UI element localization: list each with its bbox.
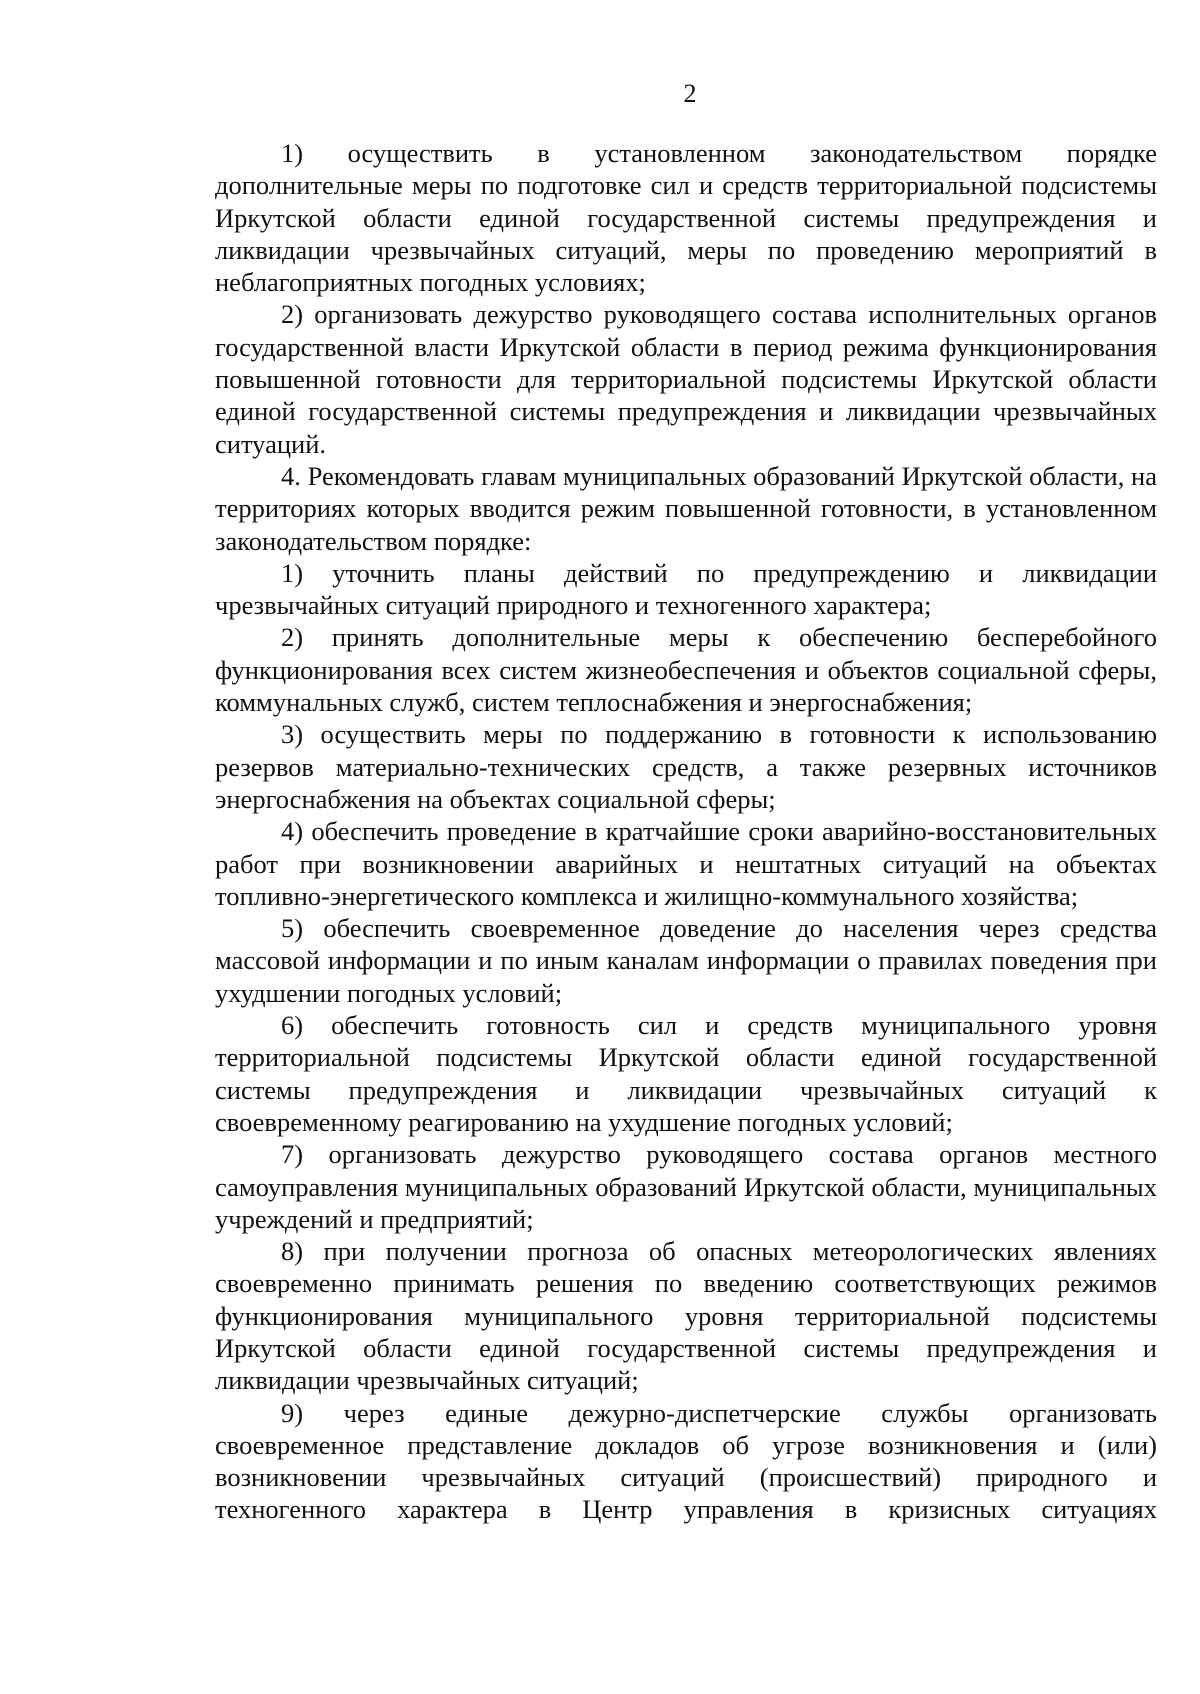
paragraph-subitem-7: 7) организовать дежурство руководящего состава органов местного самоуправления муниципальных образований Иркутской области, муниципальных учреждений и предприятий; — [215, 1139, 1157, 1234]
page-number: 2 — [683, 79, 697, 108]
paragraph-subitem-5: 5) обеспечить своевременное доведение до населения через средства массовой информации и по иным каналам информации о правилах поведения при ухудшении погодных условий; — [215, 913, 1157, 1008]
paragraph-point-4: 4. Рекомендовать главам муниципальных образований Иркутской области, на территориях которых вводится режим повышенной готовности, в установленном законодательством порядке: — [215, 460, 1157, 556]
document-body — [215, 137, 1157, 1526]
paragraph-subitem-1: 1) уточнить планы действий по предупреждению и ликвидации чрезвычайных ситуаций природного и техногенного характера; — [215, 557, 1157, 621]
paragraph-subitem-4: 4) обеспечить проведение в кратчайшие сроки аварийно-восстановительных работ при возникновении аварийных и нештатных ситуаций на объектах топливно-энергетического комплекса и жилищно-коммунального хозяйства; — [215, 816, 1157, 911]
paragraph-item-2: 2) организовать дежурство руководящего состава исполнительных органов государственной власти Иркутской области в период режима функционирования повышенной готовности для территориальной подсистемы Иркутской области единой государственной системы предупреждения и ликвидации чрезвычайных ситуаций. — [215, 299, 1157, 459]
paragraph-subitem-9: 9) через единые дежурно-диспетчерские службы организовать своевременное представление докладов об угрозе возникновения и (или) возникновении чрезвычайных ситуаций (происшествий) природного и техногенного характера в Центр управления в кризисных ситуациях — [215, 1397, 1157, 1525]
paragraph-item-1: 1) осуществить в установленном законодательством порядке дополнительные меры по подготовке сил и средств территориальной подсистемы Иркутской области единой государственной системы предупреждения и ликвидации чрезвычайных ситуаций, меры по проведению мероприятий в неблагоприятных погодных условиях; — [215, 138, 1157, 298]
paragraph-subitem-6: 6) обеспечить готовность сил и средств муниципального уровня территориальной подсистемы Иркутской области единой государственной системы предупреждения и ликвидации чрезвычайных ситуаций к своевременному реагированию на ухудшение погодных условий; — [215, 1010, 1157, 1137]
paragraph-subitem-3: 3) осуществить меры по поддержанию в готовности к использованию резервов материально-технических средств, а также резервных источников энергоснабжения на объектах социальной сферы; — [215, 719, 1157, 814]
paragraph-subitem-2: 2) принять дополнительные меры к обеспечению бесперебойного функционирования всех систем жизнеобеспечения и объектов социальной сферы, коммунальных служб, систем теплоснабжения и энергоснабжения; — [215, 622, 1157, 718]
paragraph-subitem-8: 8) при получении прогноза об опасных метеорологических явлениях своевременно принимать решения по введению соответствующих режимов функционирования муниципального уровня территориальной подсистемы Иркутской области единой государственной системы предупреждения и ликвидации чрезвычайных ситуаций; — [215, 1236, 1157, 1396]
